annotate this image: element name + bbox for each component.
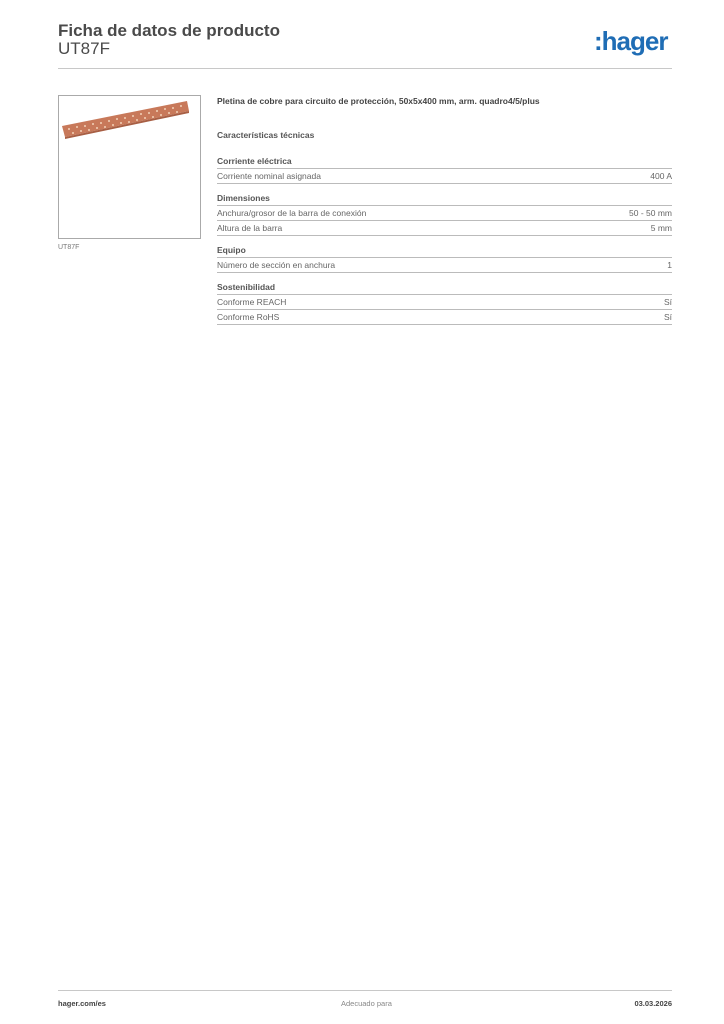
product-image [58, 95, 201, 239]
copper-bar-image [59, 96, 200, 238]
product-code: UT87F [58, 39, 110, 58]
spec-value: 400 A [650, 171, 672, 181]
page-title: Ficha de datos de producto [58, 21, 280, 40]
product-description: Pletina de cobre para circuito de protección, 50x5x400 mm, arm. quadro4/5/plus [217, 96, 540, 106]
footer-website: hager.com/es [58, 999, 106, 1008]
footer-divider [58, 990, 672, 991]
spec-value: 1 [667, 260, 672, 270]
header-divider [58, 68, 672, 69]
image-caption: UT87F [58, 244, 80, 251]
spec-value: 50 - 50 mm [629, 208, 672, 218]
spec-row [217, 221, 672, 236]
spec-value: 5 mm [650, 223, 672, 233]
spec-group [217, 156, 672, 184]
spec-group [217, 193, 672, 236]
spec-row [217, 295, 672, 310]
footer-center: Adecuado para [341, 999, 392, 1008]
spec-value: Sí [663, 312, 672, 322]
spec-label: Corriente nominal asignada [217, 171, 321, 181]
spec-row [217, 169, 672, 184]
spec-group-title: Corriente eléctrica [217, 156, 672, 169]
spec-value: Sí [663, 297, 672, 307]
footer-date: 03.03.2026 [634, 999, 672, 1008]
hager-logo: :hager [594, 26, 668, 56]
spec-group-title: Equipo [217, 245, 672, 258]
spec-group-title: Sostenibilidad [217, 282, 672, 295]
spec-label: Altura de la barra [217, 223, 283, 233]
spec-label: Conforme REACH [217, 297, 287, 307]
characteristics-title: Características técnicas [217, 130, 315, 140]
spec-row [217, 206, 672, 221]
spec-row [217, 258, 672, 273]
spec-label: Anchura/grosor de la barra de conexión [217, 208, 367, 218]
spec-row [217, 310, 672, 325]
spec-label: Conforme RoHS [217, 312, 280, 322]
spec-label: Número de sección en anchura [217, 260, 336, 270]
spec-group [217, 245, 672, 273]
spec-group-title: Dimensiones [217, 193, 672, 206]
product-details [217, 96, 672, 334]
spec-group [217, 282, 672, 325]
